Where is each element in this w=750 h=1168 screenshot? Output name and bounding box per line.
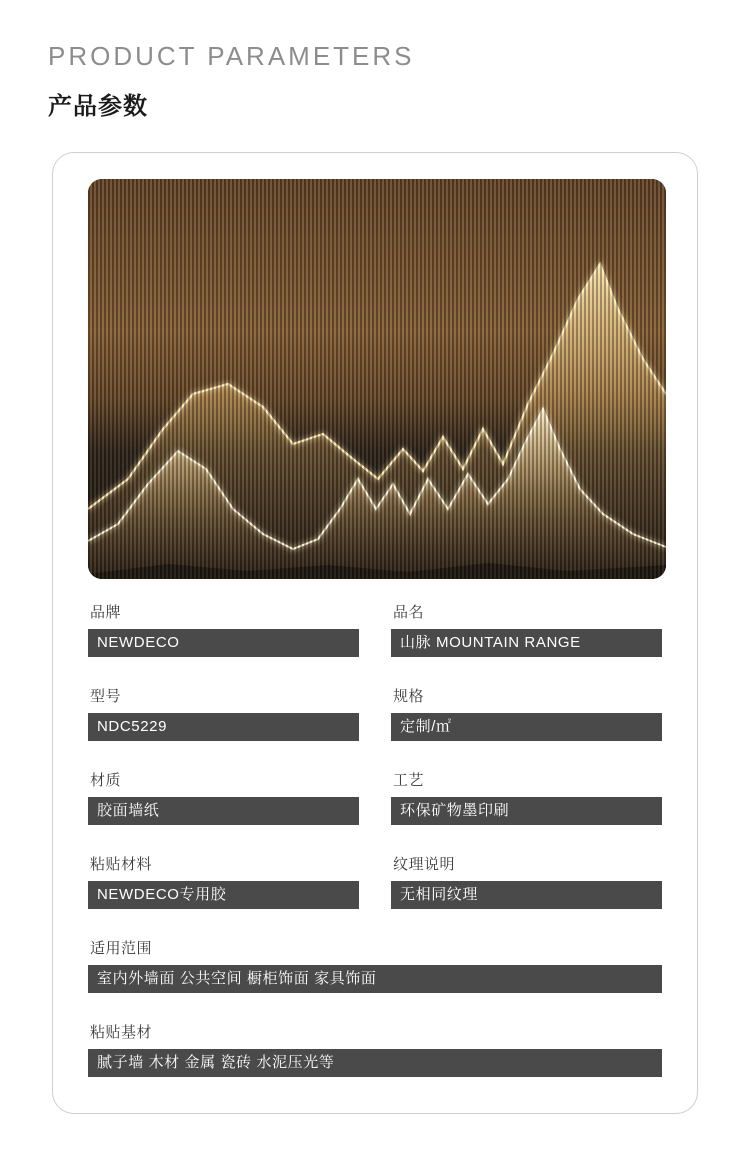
- field-row-wide: [88, 937, 662, 993]
- field-label: 粘贴基材: [90, 1024, 153, 1041]
- field-value: 室内外墙面 公共空间 橱柜饰面 家具饰面: [88, 965, 662, 993]
- field-value: 山脉 MOUNTAIN RANGE: [391, 629, 662, 657]
- field-row-wide: [88, 1021, 662, 1077]
- field-label: 品牌: [90, 604, 122, 621]
- field-material: [88, 769, 359, 825]
- photo-inner: [88, 179, 666, 579]
- photo-stripe-texture: [88, 179, 666, 579]
- product-photo: [88, 179, 666, 579]
- page-title-en: PRODUCT PARAMETERS: [48, 41, 415, 71]
- field-value: 腻子墙 木材 金属 瓷砖 水泥压光等: [88, 1049, 662, 1077]
- page-title-cn: 产品参数: [48, 92, 148, 120]
- field-value: 定制/㎡: [391, 713, 662, 741]
- parameter-fields: [88, 601, 662, 1105]
- field-label: 适用范围: [90, 940, 153, 957]
- field-row: [88, 601, 662, 657]
- field-label: 工艺: [393, 772, 425, 789]
- field-label: 型号: [90, 688, 122, 705]
- field-adhesive-material: [88, 853, 359, 909]
- field-value: NEWDECO专用胶: [88, 881, 359, 909]
- field-label: 粘贴材料: [90, 856, 153, 873]
- field-texture-note: [391, 853, 662, 909]
- field-brand: [88, 601, 359, 657]
- field-value: NEWDECO: [88, 629, 359, 657]
- field-row: [88, 769, 662, 825]
- field-label: 品名: [393, 604, 425, 621]
- field-substrate: [88, 1021, 662, 1077]
- field-specification: [391, 685, 662, 741]
- field-model: [88, 685, 359, 741]
- field-craft: [391, 769, 662, 825]
- field-value: NDC5229: [88, 713, 359, 741]
- field-value: 环保矿物墨印刷: [391, 797, 662, 825]
- field-product-name: [391, 601, 662, 657]
- field-label: 材质: [90, 772, 122, 789]
- field-row: [88, 685, 662, 741]
- field-label: 纹理说明: [393, 856, 456, 873]
- page-header: [0, 0, 750, 121]
- field-value: 无相同纹理: [391, 881, 662, 909]
- field-label: 规格: [393, 688, 425, 705]
- field-value: 胶面墙纸: [88, 797, 359, 825]
- parameters-card: [52, 152, 698, 1114]
- field-row: [88, 853, 662, 909]
- field-application-scope: [88, 937, 662, 993]
